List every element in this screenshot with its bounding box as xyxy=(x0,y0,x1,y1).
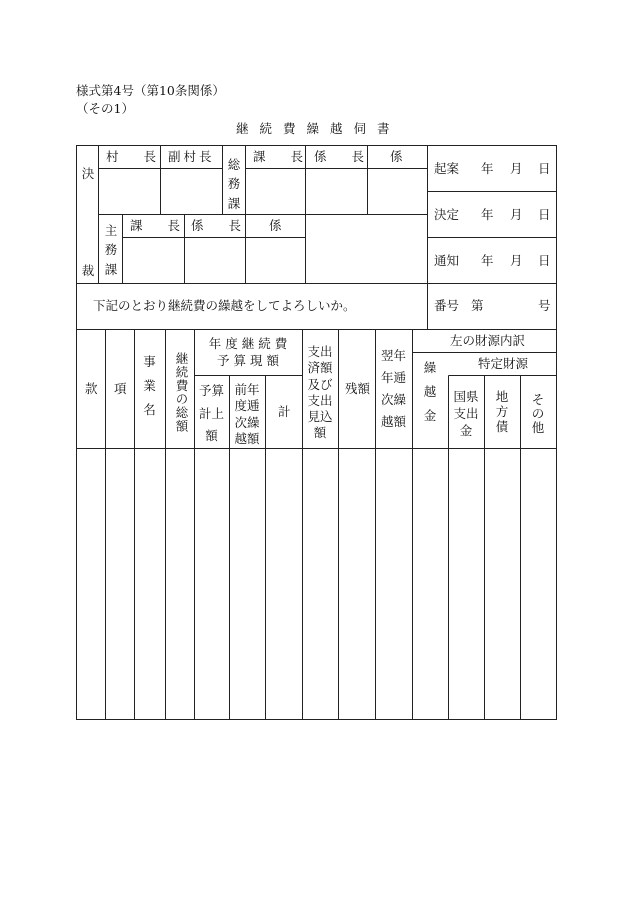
fukusoncho-header: 副村長 xyxy=(168,149,215,164)
somu-kakaricho-header: 係 長 xyxy=(314,149,365,164)
shumu-kakari-header: 係 xyxy=(269,218,282,233)
somu-kacho-header: 課 長 xyxy=(253,149,304,164)
tsuchi-day: 日 xyxy=(538,253,551,268)
col-tokutei: 特定財源 xyxy=(478,356,529,371)
tsuchi-month: 月 xyxy=(510,253,523,268)
col-yokunen: 翌年 年逓 次繰 越額 xyxy=(380,348,406,429)
shumu-kacho-header: 課 長 xyxy=(130,218,181,233)
document-title: 継続費繰越伺書 xyxy=(236,121,401,136)
col-kan: 款 xyxy=(85,381,98,396)
form-sub-label: （その1） xyxy=(76,101,134,116)
form-number: 様式第4号（第10条関係） xyxy=(76,83,225,98)
kettei-year: 年 xyxy=(481,207,494,222)
somuka-label: 総 務 課 xyxy=(227,157,241,211)
bango-go: 号 xyxy=(538,298,551,313)
shumuka-label: 主 務 課 xyxy=(104,223,118,277)
kessai-label: 決 裁 xyxy=(81,166,95,278)
tsuchi-year: 年 xyxy=(481,253,494,268)
col-zaigen: 左の財源内訳 xyxy=(450,333,526,348)
col-zennen: 前年 度逓 次繰 越額 xyxy=(234,382,260,446)
col-shishutsu: 支出 済額 及び 支出 見込 額 xyxy=(307,344,333,441)
request-text: 下記のとおり継続費の繰越をしてよろしいか。 xyxy=(93,298,356,313)
kian-year: 年 xyxy=(481,161,494,176)
somu-kakari-header: 係 xyxy=(390,149,403,164)
kettei-label: 決定 xyxy=(434,207,460,222)
col-kokken: 国県 支出 金 xyxy=(453,389,479,438)
col-jigyo: 事 業 名 xyxy=(143,354,156,417)
col-yosan: 予算 計上 額 xyxy=(198,383,224,443)
kian-day: 日 xyxy=(538,161,551,176)
col-chiho: 地 方 債 xyxy=(495,389,509,434)
col-zangaku: 残額 xyxy=(345,381,371,396)
col-nendo-budget: 年 度 継 続 費 予 算 現 額 xyxy=(208,336,288,368)
tsuchi-label: 通知 xyxy=(434,253,460,268)
col-sonota: そ の 他 xyxy=(531,392,545,435)
kian-month: 月 xyxy=(510,161,523,176)
col-kou: 項 xyxy=(114,381,127,396)
shumu-kakaricho-header: 係 長 xyxy=(191,218,242,233)
col-total: 継続費の総額 xyxy=(174,352,189,433)
kettei-day: 日 xyxy=(538,207,551,222)
kettei-month: 月 xyxy=(510,207,523,222)
col-kurikoshi: 繰 越 金 xyxy=(423,360,437,423)
bango-dai: 第 xyxy=(471,298,484,313)
col-kei: 計 xyxy=(278,404,291,419)
soncho-header: 村 長 xyxy=(106,149,157,164)
bango-label: 番号 xyxy=(434,298,460,313)
kian-label: 起案 xyxy=(434,161,460,176)
